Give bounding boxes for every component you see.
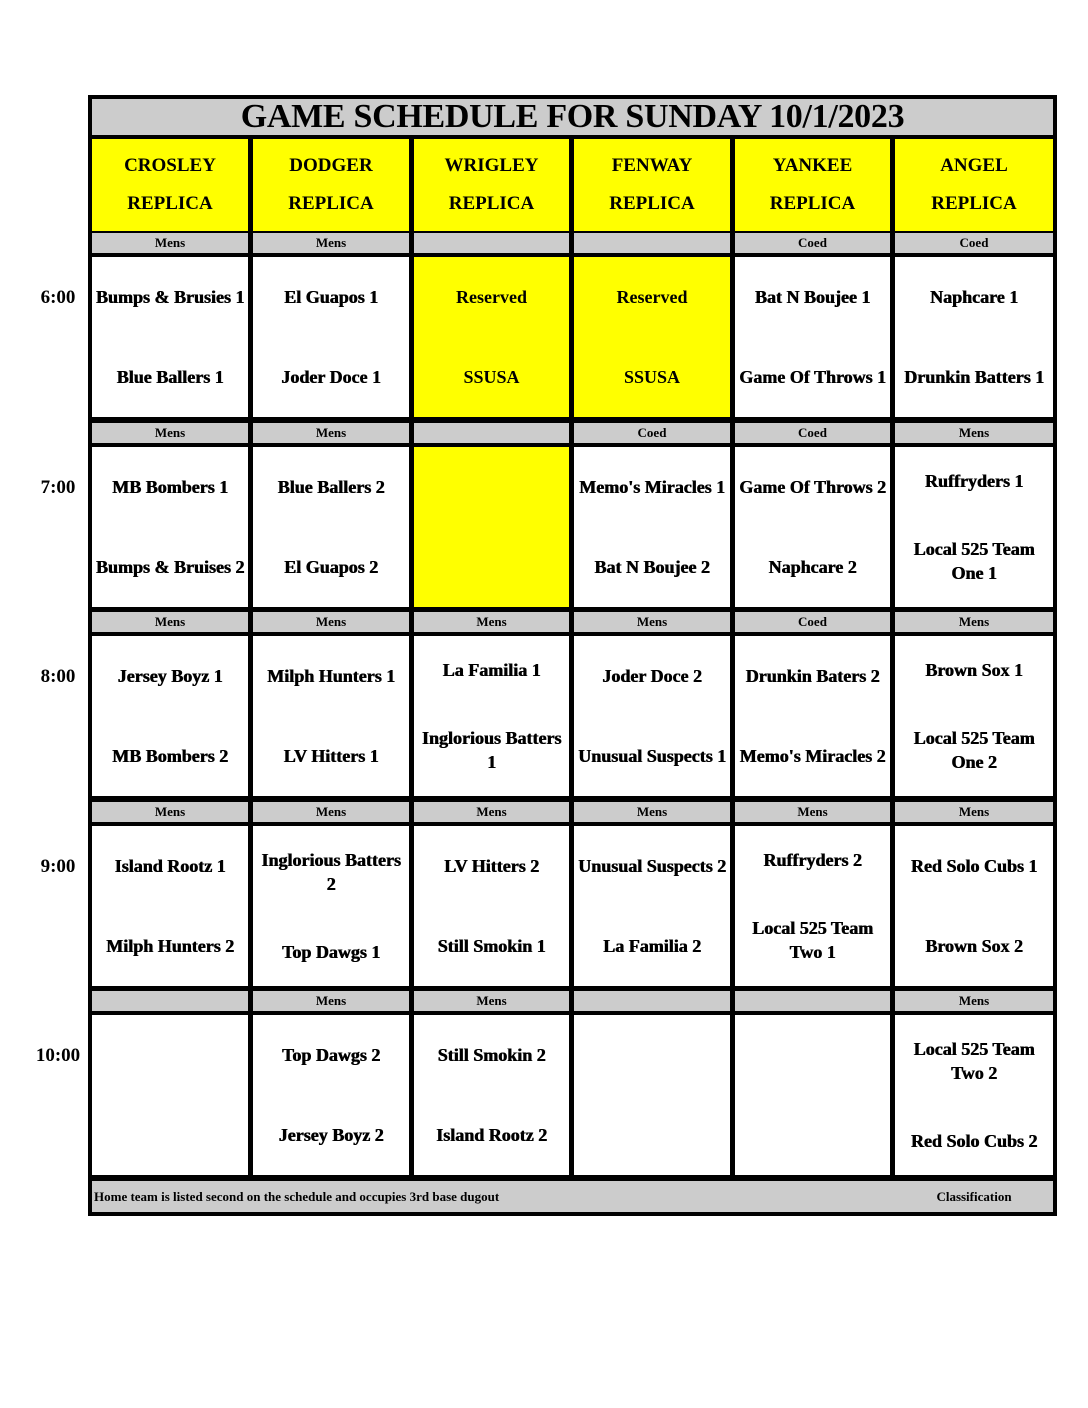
time-label: 8:00 (40, 666, 76, 687)
home-team: Naphcare 2 (768, 557, 857, 577)
game-slot (574, 826, 730, 986)
classification-cell: Coed (574, 423, 730, 443)
away-team: Still Smokin 2 (437, 1045, 546, 1065)
field-header-4 (735, 139, 890, 231)
away-team: Drunkin Baters 2 (745, 666, 880, 686)
classification-cell: Mens (253, 991, 409, 1011)
home-team: Game Of Throws 1 (739, 367, 886, 387)
game-slot (92, 257, 248, 417)
classification-cell: Mens (895, 802, 1053, 822)
reserved-slot (574, 257, 730, 417)
away-team: Milph Hunters 1 (266, 666, 395, 686)
away-team: Game Of Throws 2 (739, 477, 886, 497)
footer-classification-label: Classification (936, 1188, 1012, 1204)
reserved-slot (414, 447, 569, 607)
field-header-0 (92, 139, 248, 231)
time-label: 7:00 (40, 477, 76, 498)
classification-cell: Coed (895, 233, 1053, 253)
home-team: Inglorious Batters 1 (421, 728, 562, 772)
game-slot (414, 826, 569, 986)
away-team: Local 525 Team Two 2 (913, 1039, 1035, 1083)
away-team: Island Rootz 1 (114, 856, 226, 876)
away-team: Inglorious Batters 2 (261, 850, 401, 894)
classification-cell: Coed (735, 612, 890, 632)
footer-row (92, 1181, 1053, 1212)
classification-cell: Mens (895, 612, 1053, 632)
field-name: WRIGLEY (444, 155, 539, 176)
field-name: ANGEL (940, 155, 1008, 176)
home-team: Blue Ballers 1 (116, 367, 224, 387)
game-slot (253, 826, 409, 986)
classification-cell: Mens (92, 802, 248, 822)
away-team: Red Solo Cubs 1 (910, 856, 1038, 876)
away-team: LV Hitters 2 (443, 856, 539, 876)
classification-cell: Mens (253, 233, 409, 253)
field-header-1 (253, 139, 409, 231)
classification-cell: Mens (735, 802, 890, 822)
away-team: Blue Ballers 2 (277, 477, 385, 497)
away-team: Brown Sox 1 (925, 660, 1023, 680)
classification-cell: Mens (92, 612, 248, 632)
classification-cell (735, 991, 890, 1011)
classification-cell: Mens (414, 802, 569, 822)
field-header-5 (895, 139, 1053, 231)
footer-note: Home team is listed second on the schedule and occupies 3rd base dugout (94, 1188, 500, 1204)
reserved-slot (414, 257, 569, 417)
classification-cell: Mens (414, 612, 569, 632)
field-name: YANKEE (772, 155, 853, 176)
classification-cell: Coed (735, 233, 890, 253)
home-team: Red Solo Cubs 2 (910, 1131, 1038, 1151)
away-team: Ruffryders 2 (763, 850, 862, 870)
game-slot (253, 257, 409, 417)
game-slot (895, 636, 1053, 796)
game-slot (92, 826, 248, 986)
home-team: Bat N Boujee 2 (594, 557, 710, 577)
home-team: MB Bombers 2 (112, 746, 228, 766)
away-team: Bumps & Brusies 1 (95, 287, 245, 307)
home-team: La Familia 2 (603, 936, 701, 956)
field-subtitle: REPLICA (127, 193, 213, 214)
game-slot (735, 257, 890, 417)
away-team: La Familia 1 (442, 660, 541, 680)
field-name: FENWAY (611, 155, 693, 176)
classification-cell (414, 233, 569, 253)
away-team: Reserved (616, 287, 688, 307)
home-team: Bumps & Bruises 2 (95, 557, 245, 577)
game-slot (574, 636, 730, 796)
away-team: MB Bombers 1 (112, 477, 228, 497)
classification-cell (414, 423, 569, 443)
game-slot (735, 826, 890, 986)
schedule-table (88, 95, 1057, 1216)
classification-cell: Mens (895, 423, 1053, 443)
game-slot (895, 1015, 1053, 1175)
away-team: Bat N Boujee 1 (754, 287, 871, 307)
classification-cell: Mens (253, 802, 409, 822)
away-team: Memo's Miracles 1 (579, 477, 725, 497)
home-team: Local 525 Team Two 1 (751, 918, 873, 962)
home-team: LV Hitters 1 (283, 746, 379, 766)
game-slot (414, 636, 569, 796)
game-slot (92, 636, 248, 796)
away-team: Joder Doce 2 (602, 666, 702, 686)
field-name: DODGER (289, 155, 373, 176)
home-team: Jersey Boyz 2 (278, 1125, 384, 1145)
classification-cell (574, 991, 730, 1011)
home-team: SSUSA (463, 367, 520, 387)
home-team: SSUSA (623, 367, 681, 387)
classification-cell: Mens (253, 423, 409, 443)
game-slot (895, 447, 1053, 607)
away-team: El Guapos 1 (283, 287, 379, 307)
classification-cell: Mens (92, 423, 248, 443)
game-slot (895, 257, 1053, 417)
field-header-3 (574, 139, 730, 231)
game-slot (414, 1015, 569, 1175)
away-team: Jersey Boyz 1 (117, 666, 223, 686)
home-team: Unusual Suspects 1 (577, 746, 727, 766)
home-team: Drunkin Batters 1 (903, 367, 1044, 387)
home-team: Joder Doce 1 (281, 367, 381, 387)
home-team: Brown Sox 2 (925, 936, 1023, 956)
away-team: Naphcare 1 (929, 287, 1019, 307)
field-subtitle: REPLICA (769, 193, 856, 214)
classification-cell: Coed (735, 423, 890, 443)
field-subtitle: REPLICA (288, 193, 374, 214)
away-team: Reserved (456, 287, 527, 307)
home-team: Local 525 Team One 2 (913, 728, 1035, 772)
classification-cell: Mens (574, 802, 730, 822)
classification-cell: Mens (414, 991, 569, 1011)
classification-cell: Mens (92, 233, 248, 253)
game-slot (735, 1015, 890, 1175)
classification-cell (92, 991, 248, 1011)
game-slot (735, 447, 890, 607)
field-subtitle: REPLICA (448, 193, 535, 214)
game-slot (253, 447, 409, 607)
field-subtitle: REPLICA (609, 193, 695, 214)
home-team: Milph Hunters 2 (105, 936, 234, 956)
game-slot (574, 447, 730, 607)
away-team: Ruffryders 1 (924, 471, 1024, 491)
time-label: 9:00 (40, 856, 76, 877)
field-subtitle: REPLICA (931, 193, 1017, 214)
classification-cell: Mens (253, 612, 409, 632)
home-team: Island Rootz 2 (435, 1125, 547, 1145)
game-slot (253, 1015, 409, 1175)
classification-cell: Mens (895, 991, 1053, 1011)
field-header-2 (414, 139, 569, 231)
home-team: El Guapos 2 (283, 557, 379, 577)
game-slot (574, 1015, 730, 1175)
away-team: Unusual Suspects 2 (577, 856, 727, 876)
time-label: 6:00 (40, 287, 76, 308)
game-slot (92, 1015, 248, 1175)
home-team: Still Smokin 1 (437, 936, 546, 956)
game-slot (253, 636, 409, 796)
game-slot (92, 447, 248, 607)
game-slot (735, 636, 890, 796)
home-team: Local 525 Team One 1 (913, 539, 1035, 583)
away-team: Top Dawgs 2 (281, 1045, 381, 1065)
home-team: Top Dawgs 1 (281, 942, 381, 962)
field-name: CROSLEY (124, 155, 216, 176)
home-team: Memo's Miracles 2 (739, 746, 886, 766)
classification-cell: Mens (574, 612, 730, 632)
schedule-title: GAME SCHEDULE FOR SUNDAY 10/1/2023 (92, 99, 1053, 135)
classification-cell (574, 233, 730, 253)
time-label: 10:00 (35, 1045, 81, 1066)
game-slot (895, 826, 1053, 986)
